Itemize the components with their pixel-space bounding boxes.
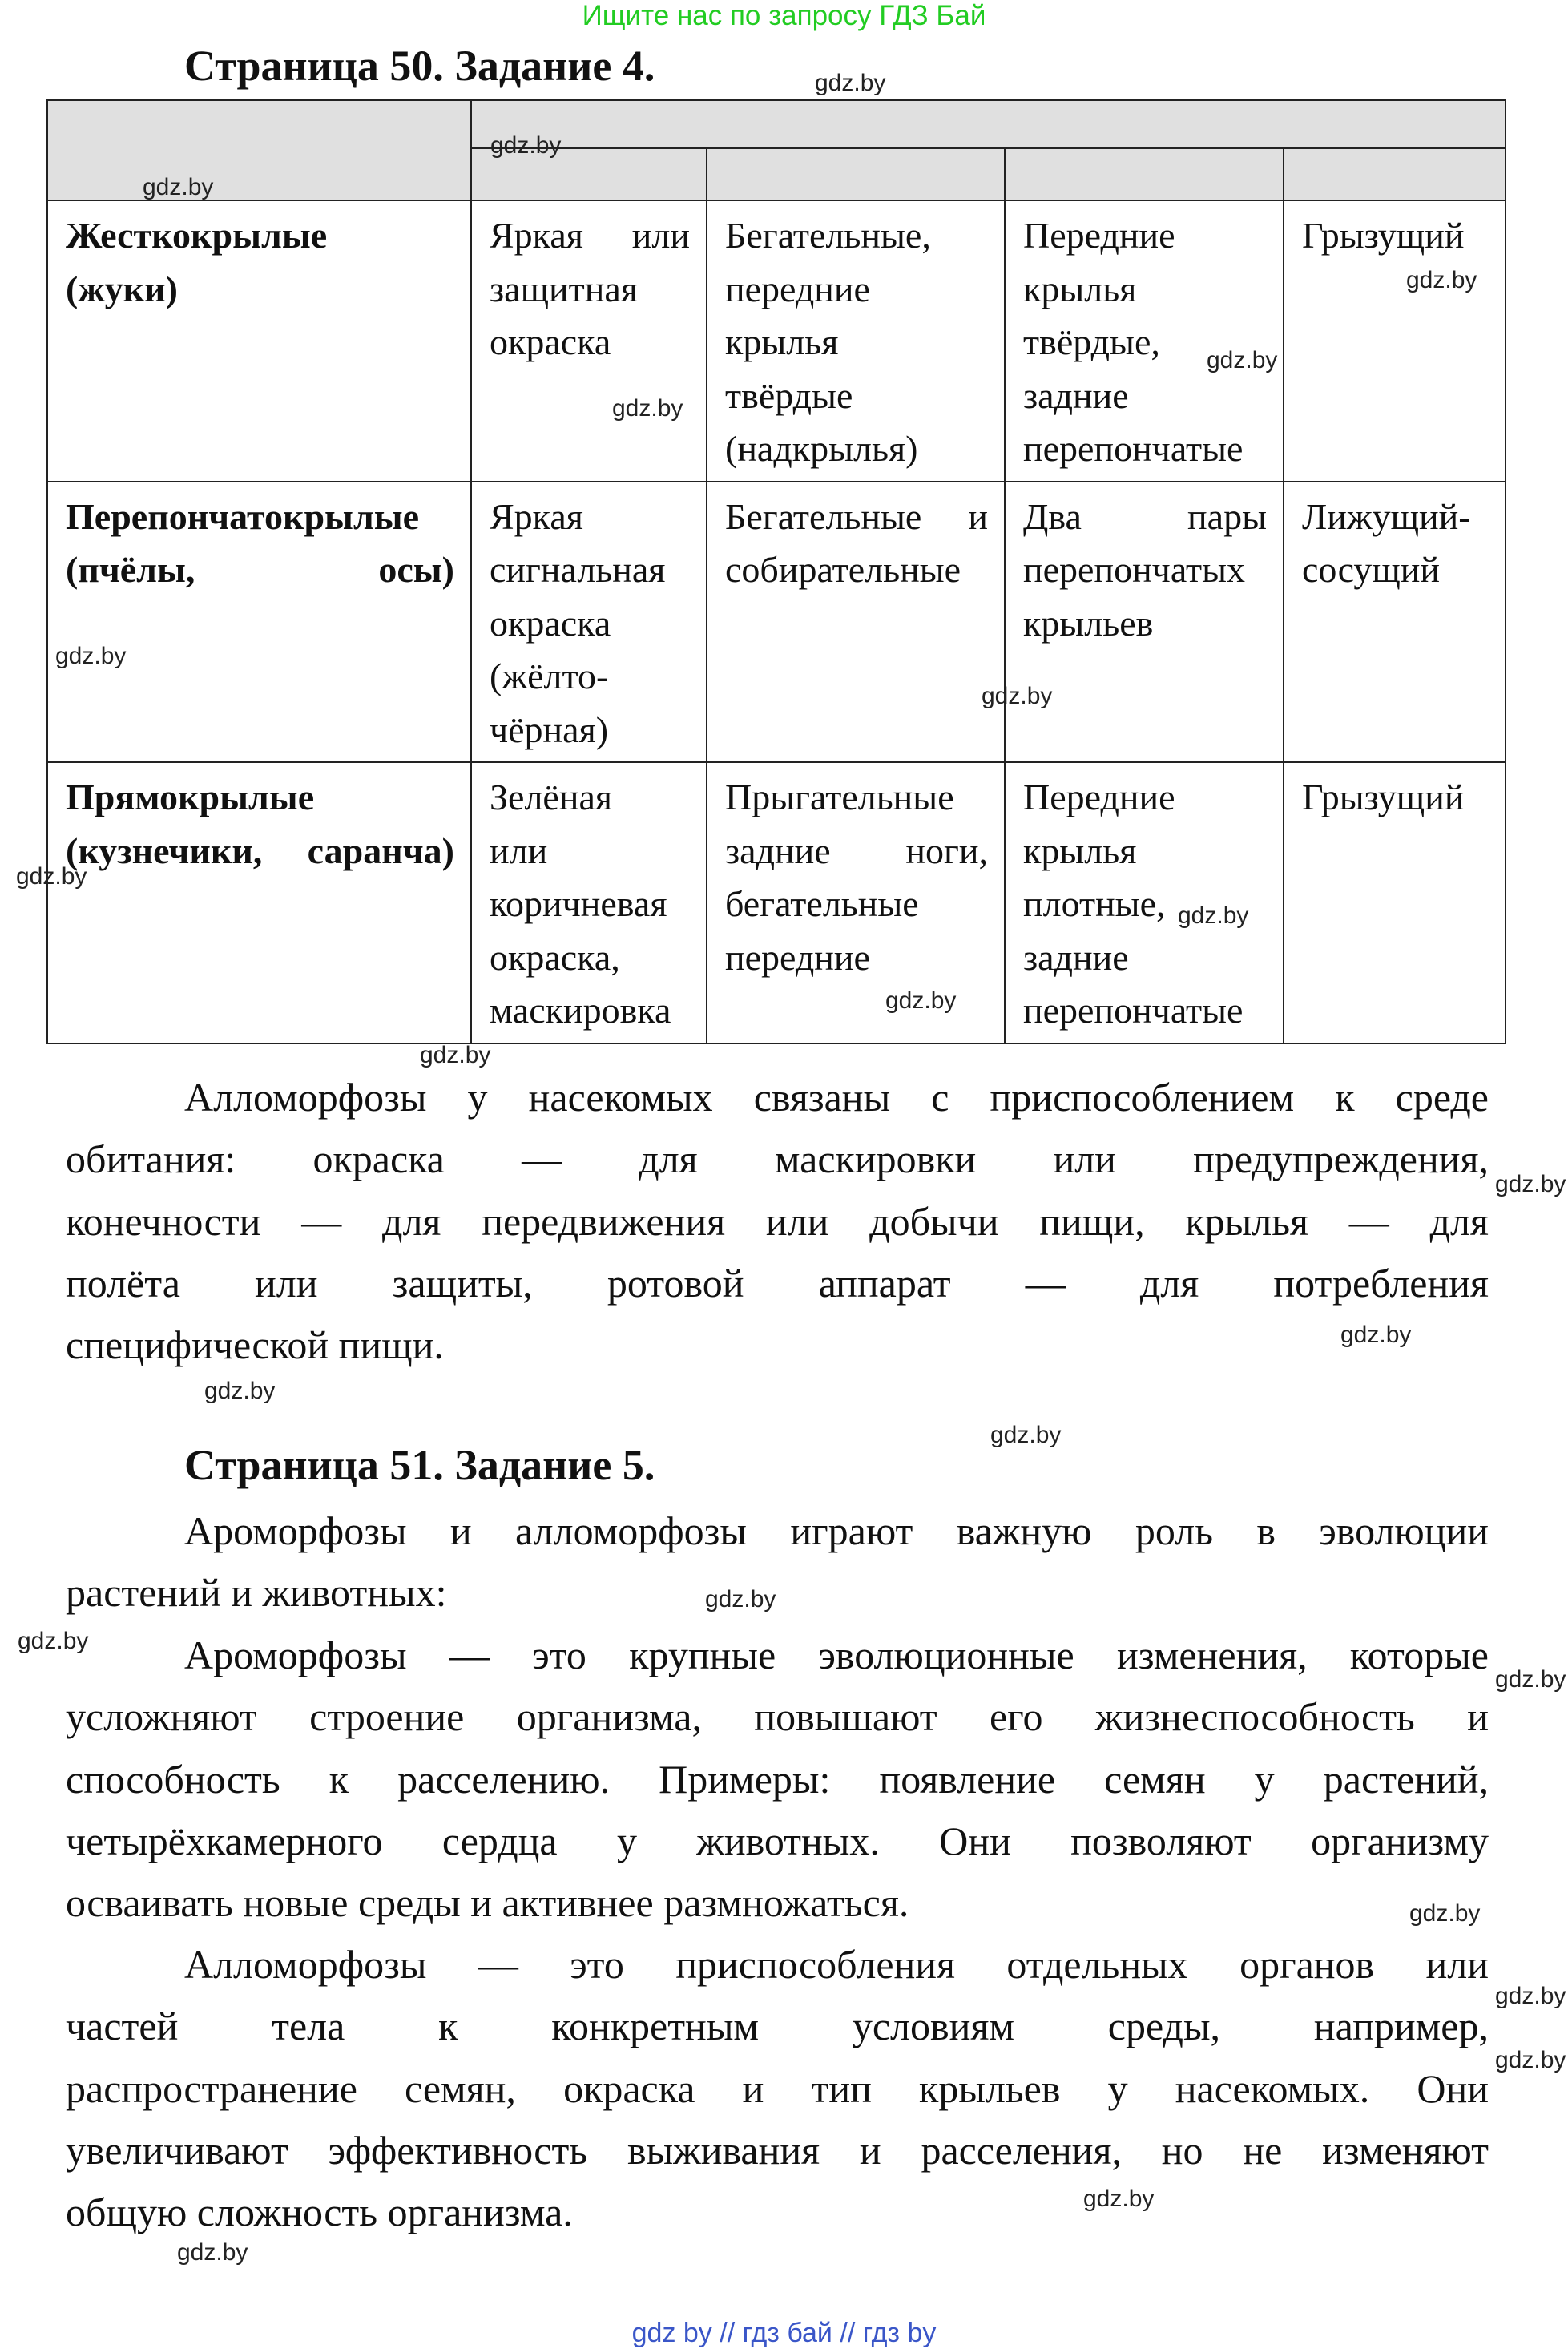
watermark: gdz.by (815, 70, 886, 96)
header-cell (47, 100, 471, 200)
watermark: gdz.by (982, 683, 1053, 709)
cell-line: бегательные (725, 883, 919, 924)
watermark: gdz.by (1495, 1171, 1566, 1197)
cell-line: задние (1023, 374, 1129, 416)
text-line: способность к расселению. Примеры: появление семян у растений, (66, 1756, 1489, 1802)
table-header-row (47, 100, 1506, 148)
cell-line: Передние (1023, 215, 1175, 256)
watermark: gdz.by (204, 1378, 276, 1404)
search-banner[interactable]: Ищите нас по запросу ГДЗ Бай (582, 0, 986, 31)
cell-line: маскировка (490, 990, 671, 1031)
watermark: gdz.by (1409, 1900, 1481, 1927)
cell-line: Бегательные и (725, 495, 988, 537)
header-cell (1284, 148, 1506, 200)
cell-line: крылья (725, 321, 839, 362)
watermark: gdz.by (16, 863, 87, 890)
watermark: gdz.by (1495, 2047, 1566, 2073)
cell-line: окраска (490, 321, 611, 362)
text-line: специфической пищи. (66, 1322, 444, 1368)
heading-page-50: Страница 50. Задание 4. (184, 42, 655, 90)
watermark: gdz.by (885, 987, 957, 1014)
table-row (47, 200, 1506, 482)
text-line: четырёхкамерного сердца у животных. Они позволяют организму (66, 1818, 1489, 1863)
header-cell (1005, 148, 1284, 200)
cell-line: Прямокрылые (66, 777, 315, 817)
cell-line: сосущий (1302, 549, 1441, 590)
table-cell (707, 200, 1005, 482)
cell-line: передние (725, 268, 870, 309)
cell-line: Передние (1023, 777, 1175, 817)
cell-line: перепончатых (1023, 549, 1246, 590)
text-line: полёта или защиты, ротовой аппарат — для потребления (66, 1260, 1489, 1306)
text-line: конечности — для передвижения или добычи пищи, крылья — для (66, 1198, 1489, 1244)
cell-line: Перепончатокрылые (66, 495, 420, 537)
heading-page-51: Страница 51. Задание 5. (184, 1441, 655, 1489)
text-line: осваивать новые среды и активнее размножаться. (66, 1880, 909, 1926)
watermark: gdz.by (1207, 347, 1278, 373)
table-cell (471, 762, 707, 1043)
cell-line: Бегательные, (725, 215, 931, 256)
cell-line: или (490, 829, 548, 871)
paragraph-allomorphoses-insects (66, 1067, 1489, 1376)
cell-line: чёрная) (490, 708, 609, 750)
cell-line: сигнальная (490, 549, 666, 590)
table-cell (1005, 482, 1284, 763)
cell-line: Прыгательные (725, 777, 954, 817)
header-cell (471, 100, 1506, 148)
watermark: gdz.by (990, 1422, 1062, 1448)
cell-line: задние (1023, 936, 1129, 978)
watermark: gdz.by (55, 643, 127, 669)
paragraph-aromorphoses (66, 1625, 1489, 1934)
text-line: обитания: окраска — для маскировки или предупреждения, (66, 1136, 1489, 1182)
cell-line: Жесткокрылые (66, 215, 328, 256)
cell-line: (надкрылья) (725, 428, 918, 469)
text-line: увеличивают эффективность выживания и расселения, но не изменяют (66, 2127, 1489, 2173)
watermark: gdz.by (18, 1628, 89, 1654)
table-cell (707, 482, 1005, 763)
watermark: gdz.by (1340, 1322, 1412, 1348)
text-line: усложняют строение организма, повышают его жизнеспособность и (66, 1694, 1489, 1740)
cell-line: Два пары (1023, 495, 1267, 537)
text-line: частей тела к конкретным условиям среды, например, (66, 2004, 1489, 2049)
cell-line: крыльев (1023, 602, 1154, 644)
text-line: Алломорфозы — это приспособления отдельных органов или (184, 1942, 1489, 1987)
header-cell (707, 148, 1005, 200)
insect-table (46, 99, 1506, 1044)
cell-line: крылья (1023, 268, 1137, 309)
watermark: gdz.by (705, 1586, 776, 1612)
footer-links[interactable]: gdz by // гдз бай // гдз by (631, 2318, 937, 2348)
table-cell (47, 200, 471, 482)
cell-line: (кузнечики, саранча) (66, 829, 454, 871)
cell-line: Яркая (490, 495, 583, 537)
table-cell (707, 762, 1005, 1043)
table-cell (1005, 200, 1284, 482)
cell-line: окраска (490, 602, 611, 644)
cell-line: задние ноги, (725, 829, 988, 871)
table-cell (471, 200, 707, 482)
cell-line: крылья (1023, 829, 1137, 871)
watermark: gdz.by (420, 1042, 491, 1068)
text-line: растений и животных: (66, 1570, 447, 1616)
table-cell (471, 482, 707, 763)
cell-line: Грызущий (1302, 215, 1465, 256)
watermark: gdz.by (612, 395, 683, 422)
cell-line: окраска, (490, 936, 620, 978)
watermark: gdz.by (1178, 902, 1249, 929)
cell-line: Яркая или (490, 215, 690, 256)
cell-line: Грызущий (1302, 777, 1465, 817)
cell-line: перепончатые (1023, 428, 1244, 469)
table-cell (47, 482, 471, 763)
cell-line: перепончатые (1023, 990, 1244, 1031)
cell-line: передние (725, 936, 870, 978)
watermark: gdz.by (1495, 1666, 1566, 1693)
cell-line: собирательные (725, 549, 961, 590)
cell-line: (жёлто- (490, 656, 609, 696)
paragraph-allomorphoses (66, 1934, 1489, 2243)
cell-line: (пчёлы, осы) (66, 549, 454, 590)
table-cell (1284, 482, 1506, 763)
table-cell (1284, 200, 1506, 482)
watermark: gdz.by (1406, 267, 1477, 293)
text-line: Алломорфозы у насекомых связаны с приспособлением к среде (184, 1075, 1489, 1120)
cell-line: коричневая (490, 883, 667, 924)
watermark: gdz.by (490, 132, 562, 159)
paragraph-intro (66, 1500, 1489, 1625)
text-line: Ароморфозы и алломорфозы играют важную роль в эволюции (184, 1508, 1489, 1553)
cell-line: защитная (490, 268, 638, 309)
cell-line: Зелёная (490, 777, 613, 817)
cell-line: твёрдые (725, 374, 853, 416)
watermark: gdz.by (1083, 2186, 1155, 2212)
table-row (47, 482, 1506, 763)
cell-line: твёрдые, (1023, 321, 1160, 362)
cell-line: Лижущий- (1302, 495, 1471, 537)
watermark: gdz.by (177, 2239, 248, 2266)
watermark: gdz.by (143, 174, 214, 200)
text-line: общую сложность организма. (66, 2190, 573, 2235)
text-line: Ароморфозы — это крупные эволюционные изменения, которые (184, 1633, 1489, 1677)
cell-line: плотные, (1023, 883, 1166, 924)
watermark: gdz.by (1495, 1983, 1566, 2009)
cell-line: (жуки) (66, 268, 178, 309)
table-cell (47, 762, 471, 1043)
table-cell (1284, 762, 1506, 1043)
table-row (47, 762, 1506, 1043)
text-line: распространение семян, окраска и тип крыльев у насекомых. Они (66, 2065, 1489, 2111)
